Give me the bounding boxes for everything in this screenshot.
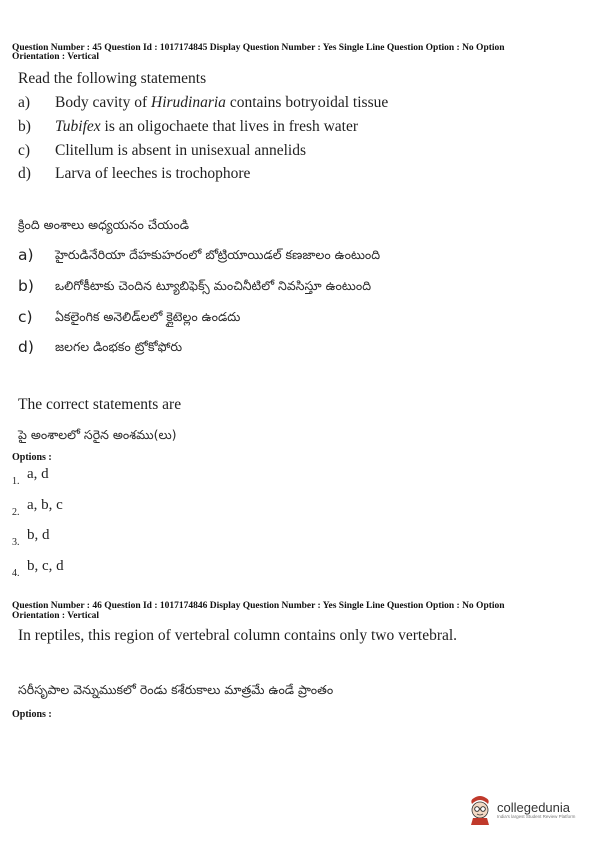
statement-letter: c) bbox=[18, 142, 31, 159]
option-number: 3. bbox=[12, 537, 20, 548]
statement-post: contains botryoidal tissue bbox=[225, 94, 389, 111]
statement-letter: d) bbox=[18, 165, 31, 182]
option-value: a, d bbox=[27, 466, 49, 482]
option-1[interactable] bbox=[0, 466, 200, 486]
statement-text: ఏకలైంగిక అనెలిడ్‌లలో క్లైటెల్లం ఉండదు bbox=[55, 309, 241, 324]
q46-meta-line2: Orientation : Vertical bbox=[12, 611, 100, 621]
statement-te-d bbox=[0, 338, 595, 356]
q45-meta-line2: Orientation : Vertical bbox=[12, 52, 100, 62]
logo-text-group bbox=[497, 801, 575, 820]
option-value: b, c, d bbox=[27, 558, 64, 574]
option-number: 1. bbox=[12, 476, 20, 487]
q45-prompt-te: పై అంశాలలో సరైన అంశము(లు) bbox=[18, 427, 177, 442]
q46-question-te: సరీసృపాల వెన్నుముకలో రెండు కశేరుకాలు మాత్రమే ఉండే ప్రాంతం bbox=[18, 682, 334, 697]
q45-intro-en: Read the following statements bbox=[18, 70, 207, 87]
statement-text bbox=[55, 118, 358, 136]
statement-letter: c) bbox=[18, 308, 33, 326]
q45-options-list bbox=[0, 466, 200, 586]
mascot-icon bbox=[467, 795, 493, 825]
q45-statements-te bbox=[0, 246, 595, 356]
statement-pre: Clitellum is absent in unisexual annelids bbox=[55, 142, 306, 159]
statement-pre: Body cavity of bbox=[55, 94, 151, 111]
option-value: b, d bbox=[27, 527, 50, 543]
statement-text: ఒలిగోకీటాకు చెందిన ట్యూబిఫెక్స్ మంచినీటిలో నివసిస్తూ ఉంటుంది bbox=[55, 278, 372, 293]
statement-te-a bbox=[0, 246, 595, 264]
statement-text bbox=[55, 165, 250, 183]
statement-en-c bbox=[0, 142, 595, 160]
statement-letter: b) bbox=[18, 118, 31, 135]
q45-intro-te: క్రింది అంశాలు అధ్యయనం చేయండి bbox=[18, 217, 189, 232]
option-4[interactable] bbox=[0, 558, 200, 578]
collegedunia-logo bbox=[467, 792, 587, 828]
statement-te-b bbox=[0, 277, 595, 295]
q45-prompt-en: The correct statements are bbox=[18, 396, 182, 413]
q45-statements-en bbox=[0, 94, 595, 186]
statement-text bbox=[55, 142, 306, 160]
option-number: 4. bbox=[12, 568, 20, 579]
statement-letter: a) bbox=[18, 246, 34, 264]
statement-post: is an oligochaete that lives in fresh water bbox=[100, 118, 359, 135]
q45-options-label: Options : bbox=[12, 452, 52, 463]
statement-te-c bbox=[0, 308, 595, 326]
statement-italic: Hirudinaria bbox=[151, 94, 226, 111]
q45-meta-line1: Question Number : 45 Question Id : 1017174845 Display Question Number : Yes Single Line Question Option : No Option bbox=[12, 43, 505, 53]
logo-name: collegedunia bbox=[497, 799, 571, 815]
q46-meta-line1: Question Number : 46 Question Id : 1017174846 Display Question Number : Yes Single Line Question Option : No Option bbox=[12, 601, 505, 611]
statement-text: హైరుడినేరియా దేహకుహరంలో బోట్రియాయిడల్ కణజాలం ఉంటుంది bbox=[55, 247, 381, 262]
statement-pre: Larva of leeches is trochophore bbox=[55, 165, 251, 182]
statement-text bbox=[55, 94, 388, 112]
option-3[interactable] bbox=[0, 527, 200, 547]
statement-letter: a) bbox=[18, 94, 31, 111]
q46-question-en: In reptiles, this region of vertebral column contains only two vertebral. bbox=[18, 627, 458, 644]
statement-italic: Tubifex bbox=[55, 118, 101, 135]
option-value: a, b, c bbox=[27, 497, 63, 513]
statement-text: జలగల డింభకం ట్రోకోఫోరు bbox=[55, 339, 183, 354]
q46-options-label: Options : bbox=[12, 709, 52, 720]
option-2[interactable] bbox=[0, 497, 200, 517]
option-number: 2. bbox=[12, 507, 20, 518]
logo-tagline: India's largest Student Review Platform bbox=[497, 813, 576, 819]
statement-en-a bbox=[0, 94, 595, 112]
statement-letter: d) bbox=[18, 338, 34, 356]
statement-en-d bbox=[0, 165, 595, 183]
statement-letter: b) bbox=[18, 277, 34, 295]
statement-en-b bbox=[0, 118, 595, 136]
